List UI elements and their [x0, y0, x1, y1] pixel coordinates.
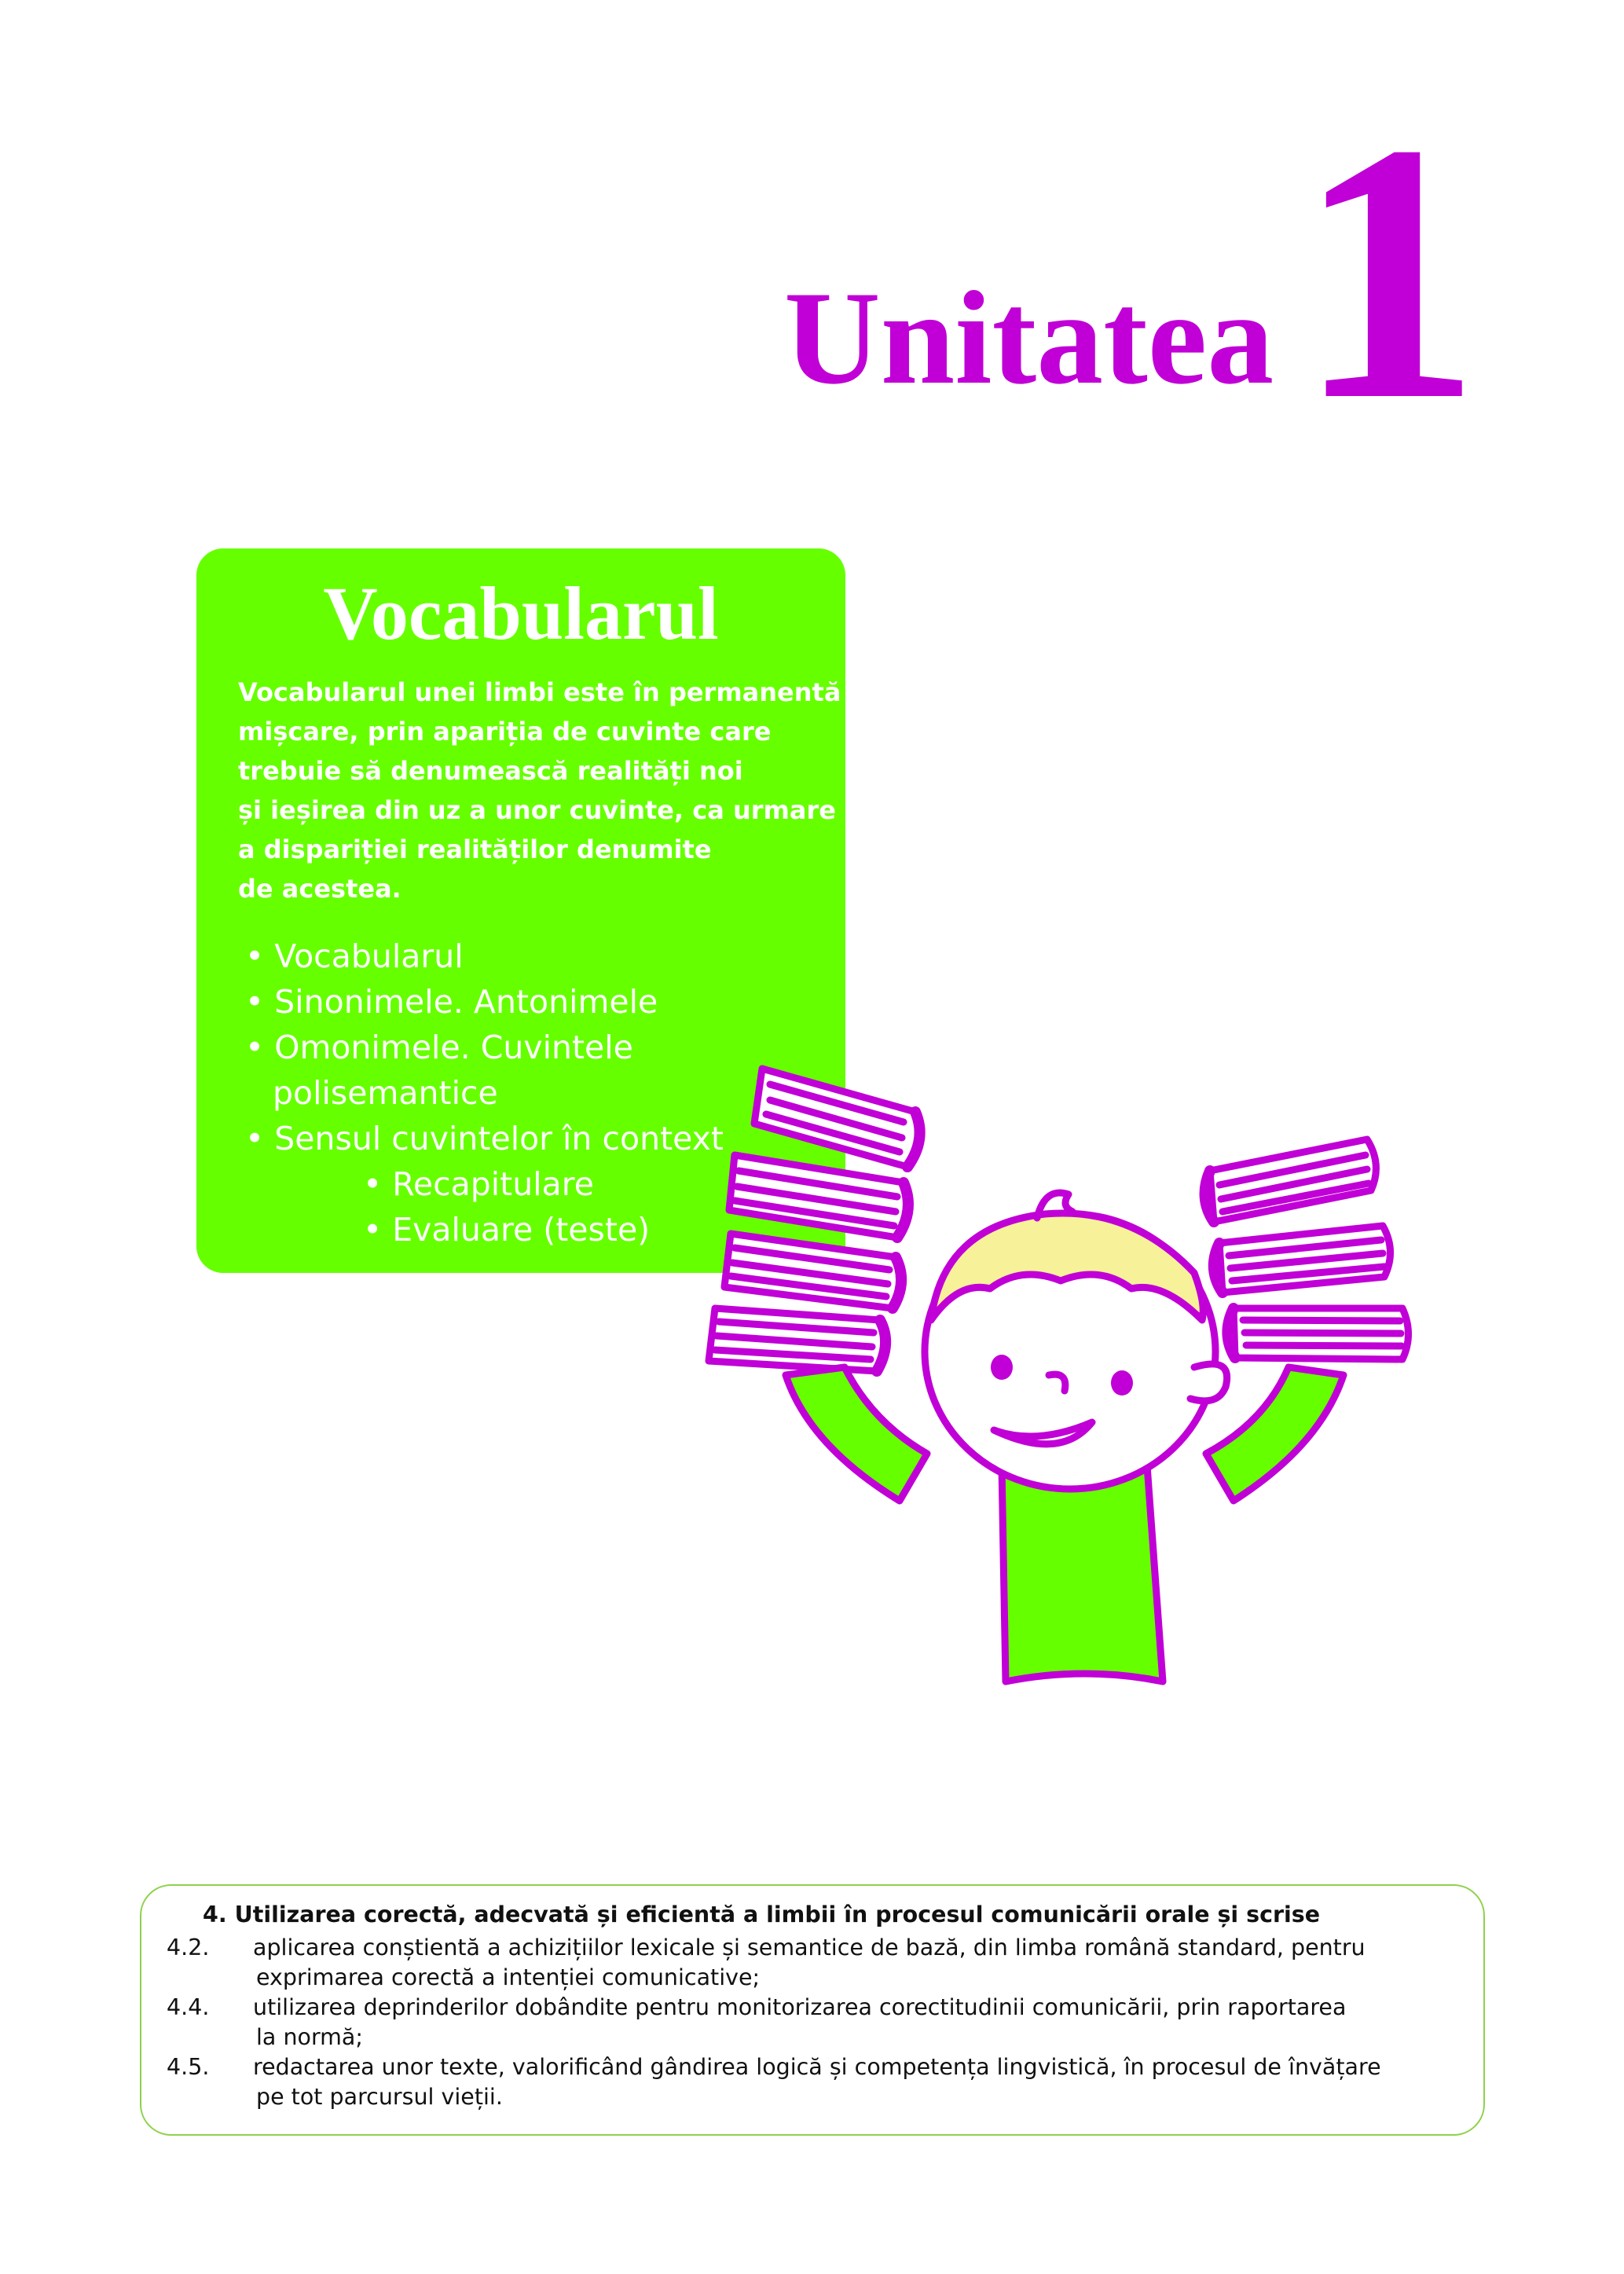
- left-books-icon: [709, 1069, 920, 1371]
- intro-line: trebuie să denumească realități noi: [238, 756, 743, 786]
- intro-line: Vocabularul unei limbi este în permanentă: [238, 677, 841, 707]
- intro-paragraph: [238, 673, 841, 908]
- competence-number: 4.5.: [167, 2054, 210, 2080]
- eye-right: [1111, 1370, 1133, 1396]
- topic-item-evaluation: • Evaluare (teste): [363, 1211, 651, 1249]
- intro-line: mișcare, prin apariția de cuvinte care: [238, 717, 772, 746]
- unit-number: 1: [1296, 67, 1481, 476]
- competence-line: redactarea unor texte, valorificând gândirea logică și competența lingvistică, în procesul de învățare: [253, 2054, 1381, 2080]
- topic-item: • Sensul cuvintelor în context: [245, 1120, 724, 1157]
- unit-word: Unitatea: [784, 264, 1274, 412]
- competences-box: [140, 1884, 1485, 2136]
- competence-line: la normă;: [256, 2024, 363, 2050]
- topic-item: • Sinonimele. Antonimele: [245, 983, 658, 1021]
- boy-with-books-illustration: [691, 1037, 1461, 1689]
- competence-line: utilizarea deprinderilor dobândite pentru monitorizarea corectitudinii comunicării, prin raportarea: [253, 1994, 1347, 2020]
- competence-text: [253, 1993, 1467, 2052]
- intro-line: a dispariției realităților denumite: [238, 834, 712, 864]
- left-arm: [786, 1367, 927, 1501]
- competence-line: exprimarea corectă a intenției comunicative;: [256, 1964, 761, 1990]
- competence-number: 4.2.: [167, 1935, 210, 1960]
- competence-heading: 4. Utilizarea corectă, adecvată și eficientă a limbii în procesul comunicării orale și scrise: [203, 1902, 1321, 1927]
- competence-text: [253, 2052, 1467, 2112]
- intro-line: de acestea.: [238, 874, 401, 904]
- box-title: Vocabularul: [323, 571, 719, 655]
- unit-title: [770, 67, 1556, 476]
- sweater: [1002, 1465, 1163, 1682]
- topics-list: [245, 933, 724, 1253]
- competence-number: 4.4.: [167, 1994, 210, 2020]
- intro-line: și ieșirea din uz a unor cuvinte, ca urmare: [238, 795, 836, 825]
- competence-line: aplicarea conștientă a achizițiilor lexicale și semantice de bază, din limba română standard, pentru: [253, 1935, 1366, 1960]
- topic-item-recap: • Recapitulare: [363, 1165, 594, 1203]
- topic-item: • Omonimele. Cuvintele: [245, 1029, 633, 1066]
- topic-item-continuation: polisemantice: [273, 1074, 498, 1112]
- eye-left: [991, 1355, 1013, 1380]
- topic-item: • Vocabularul: [245, 937, 464, 975]
- competence-line: pe tot parcursul vieții.: [256, 2084, 503, 2110]
- competence-text: [253, 1933, 1467, 1993]
